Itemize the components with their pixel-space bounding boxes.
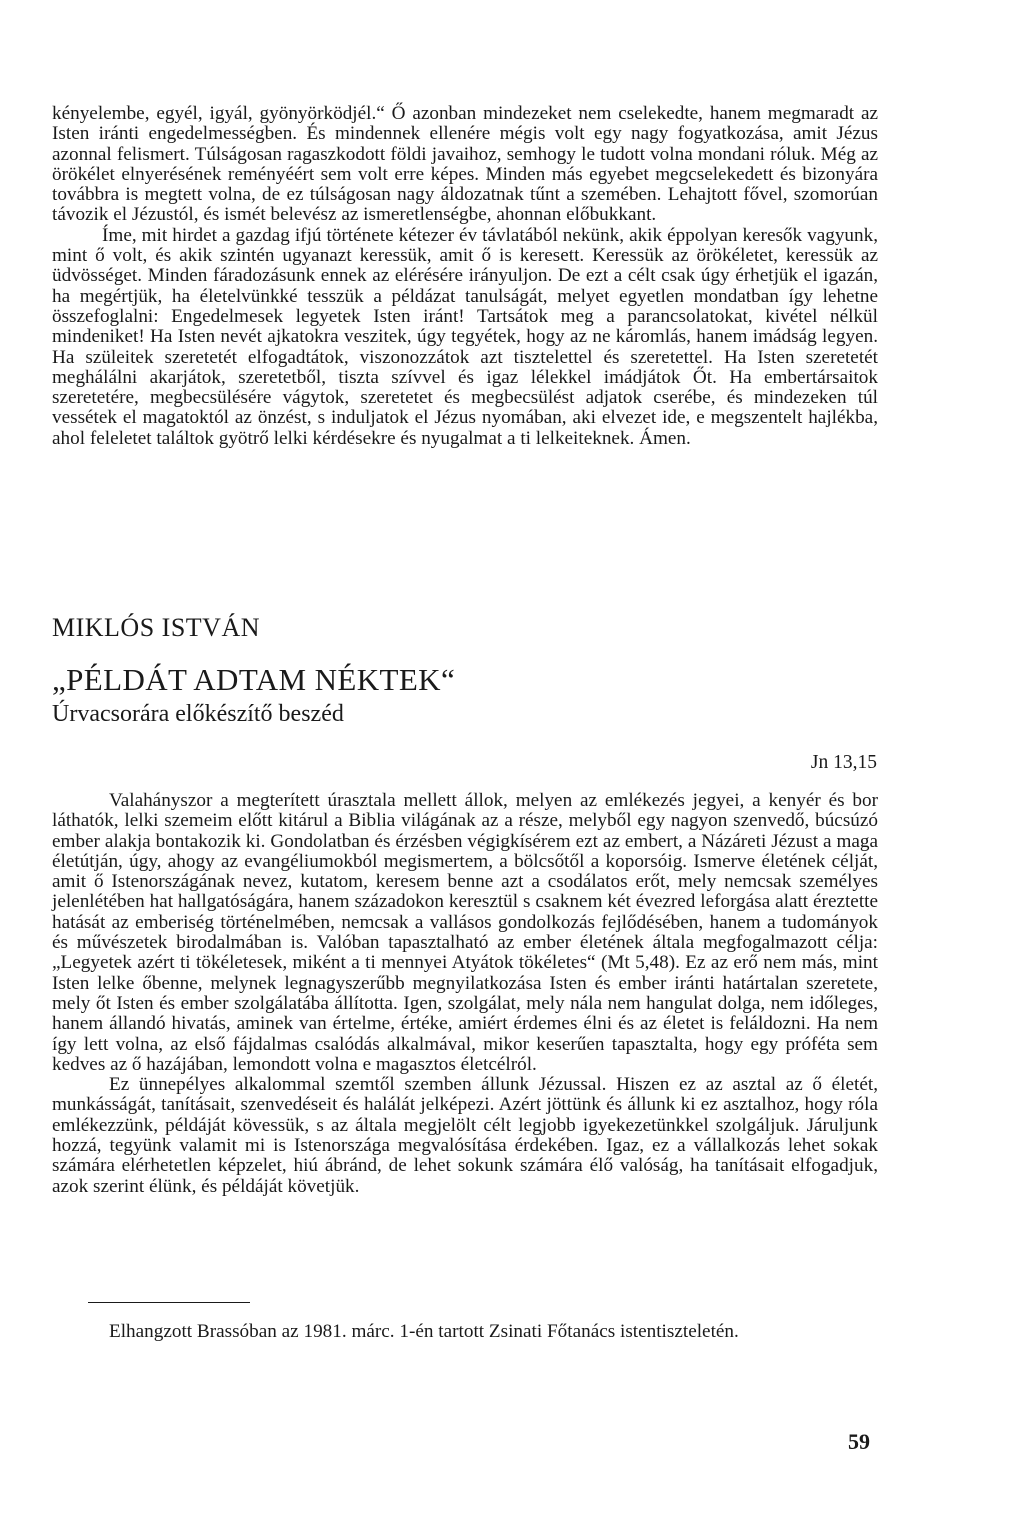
- paragraph: Valahányszor a megterített úrasztala mellett állok, melyen az emlékezés jegyei, a kenyér és bor láthatók, lelki szemeim előtt kitárul a Biblia világának az a része, melyből egy nagyon szenvedő, búcsúzó ember alakja bontakozik ki. Gondolatban és érzésben végigkísérem ezt az embert, a Názáreti Jézust a maga életútján, úgy, ahogy az evangéliumokból megismertem, a bölcsőtől a koporsóig. Ismerve életének célját, amit ő Istenországának nevez, kutatom, keresem benne azt a csodálatos erőt, mely nemcsak személyes jelenlétében hat hallgatóságára, hanem századokon keresztül s csaknem két évezred leforgása alatt éreztette hatását az emberiség történelmében, nemcsak a vallásos gondolkozás fejlődésében, hanem a tudományok és művészetek birodalmában is. Valóban tapasztalható az ember életének általa megfogalmazott célja: „Legyetek azért ti tökéletesek, miként a ti mennyei Atyátok tökéletes“ (Mt 5,48). Ez az erő nem más, mint Isten lelke őbenne, melynek legnagyszerűbb megnyilatkozása Isten és ember iránti határtalan szeretete, mely őt Isten és ember szolgálatába állította. Igen, szolgálat, mely nála nem hangulat dolga, nem időleges, hanem állandó hivatás, aminek van értelme, értéke, amiért érdemes élni és az életet is feláldozni. Ha nem így lett volna, az első fájdalmas csalódás alkalmával, mikor keserűen tapasztalta, hogy egy próféta sem kedves az ő hazájában, lemondott volna e magasztos életcélról.: [52, 790, 878, 1075]
- paragraph: kényelembe, egyél, igyál, gyönyörködjél.“ Ő azonban mindezeket nem cselekedte, hanem megmaradt az Isten iránti engedelmességben. És mindennek ellenére mégis volt egy nagy fogyatkozása, amit Jézus azonnal felismert. Túlságosan ragaszkodott földi javaihoz, semhogy le tudott volna mondani róluk. Még az örökélet elnyerésének reményéért sem volt erre képes. Minden más egyebet megcselekedett és bizonyára továbbra is megtett volna, de ez túlságosan nagy áldozatnak tűnt a szemében. Lehajtott fővel, szomorúan távozik el Jézustól, és ismét belevész az ismeretlenségbe, ahonnan előbukkant.: [52, 103, 878, 226]
- bible-reference: Jn 13,15: [810, 752, 877, 773]
- article-title: „PÉLDÁT ADTAM NÉKTEK“: [52, 662, 456, 697]
- footnote-divider: [88, 1302, 250, 1303]
- article-subtitle: Úrvacsorára előkészítő beszéd: [52, 701, 344, 727]
- footnote: Elhangzott Brassóban az 1981. márc. 1-én tartott Zsinati Főtanács istentiszteletén.: [109, 1321, 739, 1342]
- paragraph: Íme, mit hirdet a gazdag ifjú története kétezer év távlatából nekünk, akik éppolyan keresők vagyunk, mint ő volt, és akik szintén ugyanazt keressük, amit ő is keresett. Keressük az örökéletet, keressük az üdvösséget. Minden fáradozásunk ennek az elérésére irányuljon. De ezt a célt csak úgy érhetjük el igazán, ha megértjük, ha életelvünkké tesszük a példázat tanulságát, melyet egyetlen mondatban így lehetne összefoglalni: Engedelmesek legyetek Isten iránt! Tartsátok meg a parancsolatokat, kivétel nélkül mindeniket! Ha Isten nevét ajkatokra veszitek, úgy tegyétek, hogy az ne káromlás, hanem imádság legyen. Ha szüleitek szeretetét elfogadtátok, viszonozzátok azt tisztelettel és szeretettel. Ha Isten szeretetét meghálálni akarjátok, szeretetből, tiszta szívvel és igaz lélekkel imádjátok Őt. Ha embertársaitok szeretetére, megbecsülésére vágytok, szeretetet és megbecsülést adjatok cserébe, és mindezeken túl vessétek el magatoktól az önzést, s induljatok el Jézus nyomában, aki elvezet ide, e megszentelt hajlékba, ahol feleletet találtok gyötrő lelki kérdésekre és nyugalmat a ti lelkeiteknek. Ámen.: [52, 224, 878, 449]
- author-name: MIKLÓS ISTVÁN: [52, 613, 260, 642]
- article-body: [52, 791, 878, 1197]
- page-number: 59: [848, 1429, 870, 1454]
- previous-sermon-ending: [52, 104, 878, 449]
- paragraph: Ez ünnepélyes alkalommal szemtől szemben állunk Jézussal. Hiszen ez az asztal az ő életét, munkásságát, tanításait, szenvedéseit és halálát jelképezi. Azért jöttünk és állunk ki ez asztalhoz, hogy róla emlékezzünk, példáját kövessük, s az általa megjelölt célt legjobb igyekezetünkkel szolgáljuk. Járuljunk hozzá, tegyünk valamit mi is Istenországa megvalósítása érdekében. Igaz, ez a vállalkozás lehet sokak számára elérhetetlen képzelet, hiú ábránd, de lehet sokunk számára élő valóság, ha tanításait elfogadjuk, azok szerint élünk, és példáját követjük.: [52, 1074, 878, 1197]
